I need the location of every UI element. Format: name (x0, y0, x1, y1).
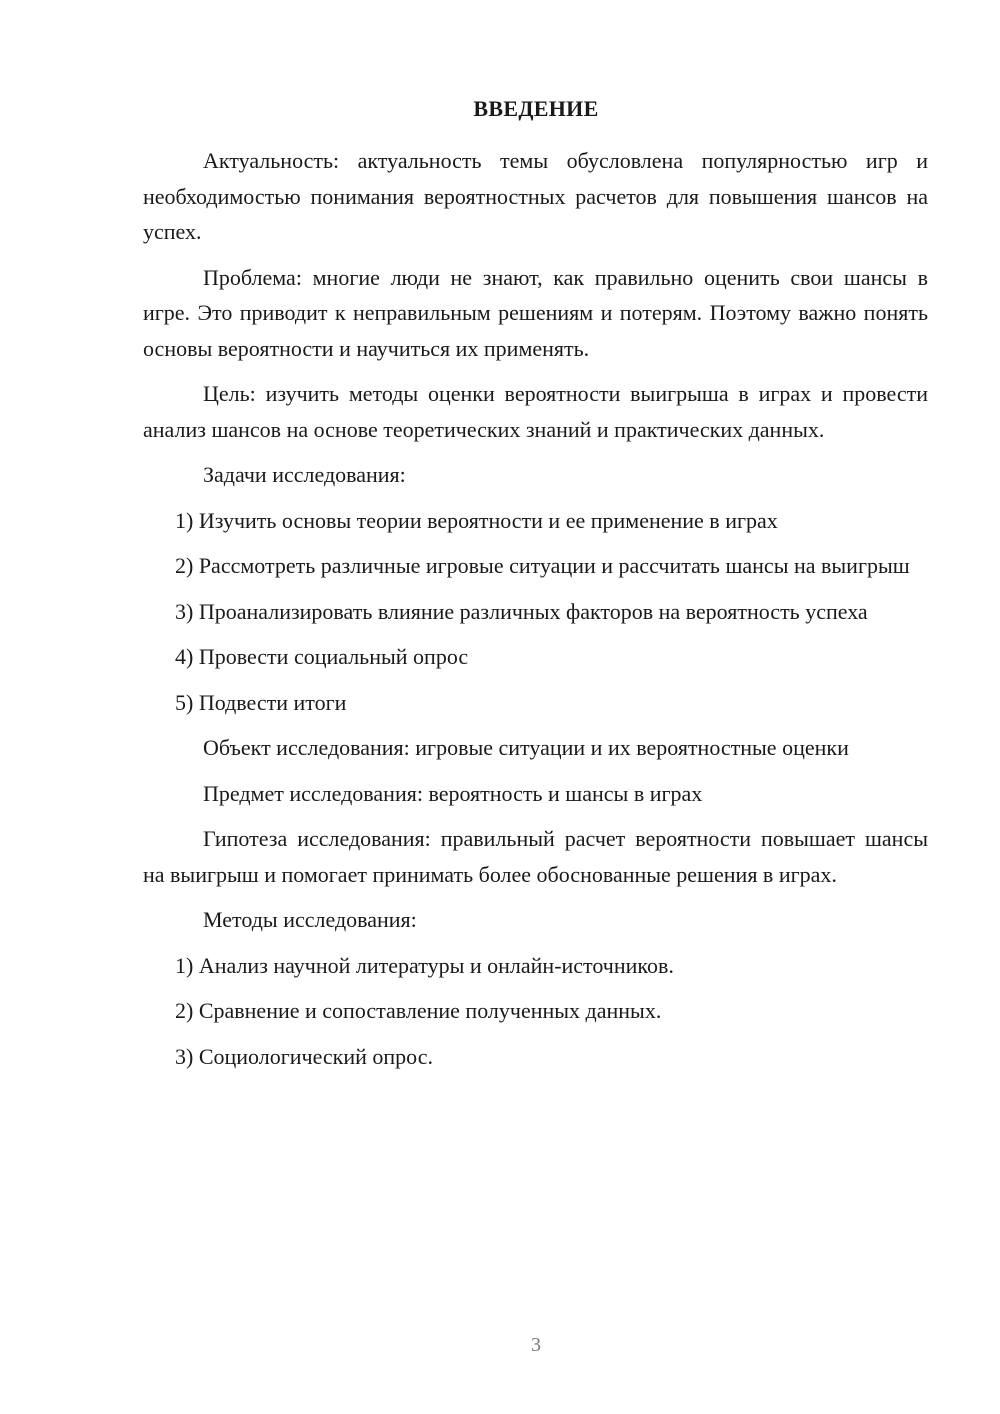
paragraph-object: Объект исследования: игровые ситуации и их вероятностные оценки (203, 735, 849, 760)
paragraph-subject: Предмет исследования: вероятность и шансы в играх (203, 780, 703, 806)
task-item-4: 4) Провести социальный опрос (175, 644, 469, 669)
paragraph-goal: Цель: изучить методы оценки вероятности выигрыша в играх и провести анализ шансов на основе теоретических знаний и практических данных. (143, 381, 928, 442)
page-number: 3 (531, 1334, 541, 1356)
task-item-1: 1) Изучить основы теории вероятности и ее применение в играх (175, 507, 778, 533)
task-item-5: 5) Подвести итоги (175, 689, 347, 715)
paragraph-hypothesis: Гипотеза исследования: правильный расчет вероятности повышает шансы на выигрыш и помогает принимать более обоснованные решения в играх. (143, 826, 928, 887)
task-item-3: 3) Проанализировать влияние различных факторов на вероятность успеха (175, 598, 868, 624)
paragraph-problem: Проблема: многие люди не знают, как правильно оценить свои шансы в игре. Это приводит к неправильным решениям и потерям. Поэтому важно понять основы вероятности и научиться их применять. (143, 264, 928, 361)
page-title: ВВЕДЕНИЕ (473, 96, 599, 121)
paragraph-methods-heading: Методы исследования: (203, 907, 417, 932)
paragraph-relevance: Актуальность: актуальность темы обусловлена популярностью игр и необходимостью понимания вероятностных расчетов для повышения шансов на успех. (143, 148, 928, 244)
task-item-2: 2) Рассмотреть различные игровые ситуации и рассчитать шансы на выигрыш (175, 553, 910, 578)
method-item-2: 2) Сравнение и сопоставление полученных данных. (175, 998, 662, 1023)
paragraph-tasks-heading: Задачи исследования: (203, 462, 406, 487)
method-item-3: 3) Социологический опрос. (175, 1043, 433, 1069)
document-body (143, 143, 928, 1084)
method-item-1: 1) Анализ научной литературы и онлайн-источников. (175, 952, 674, 978)
